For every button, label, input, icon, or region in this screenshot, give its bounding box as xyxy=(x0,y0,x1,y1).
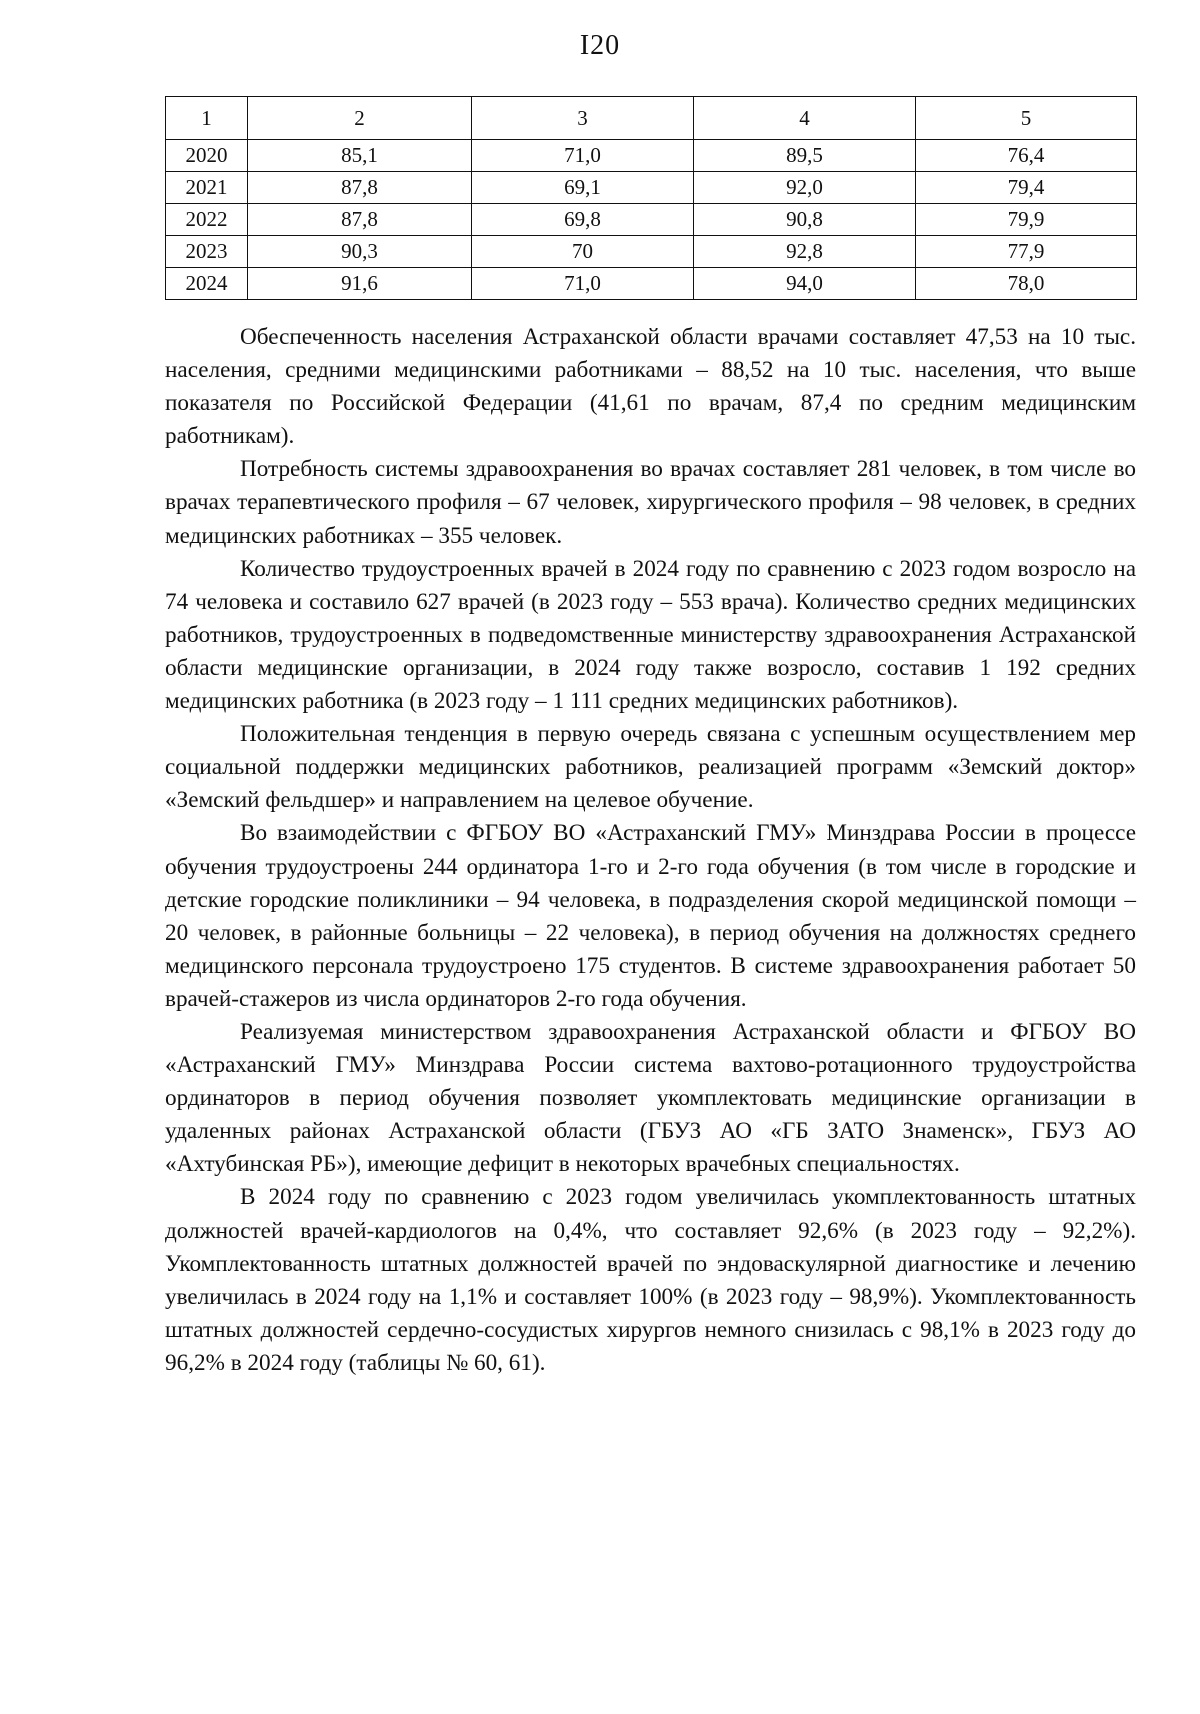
table-cell: 79,4 xyxy=(916,172,1137,204)
table-cell: 92,0 xyxy=(694,172,916,204)
table-cell: 90,3 xyxy=(248,236,472,268)
table-header-cell: 5 xyxy=(916,97,1137,140)
table-cell: 89,5 xyxy=(694,140,916,172)
table-cell: 69,8 xyxy=(472,204,694,236)
table-cell-year: 2023 xyxy=(166,236,248,268)
table-cell: 69,1 xyxy=(472,172,694,204)
table-row xyxy=(166,236,1137,268)
table-cell-year: 2021 xyxy=(166,172,248,204)
paragraph-staffing-ratio: Обеспеченность населения Астраханской области врачами составляет 47,53 на 10 тыс. населения, средними медицинскими работниками – 88,52 на 10 тыс. населения, что выше показателя по Российской Федерации (41,61 по врачам, 87,4 по средним медицинским работникам). xyxy=(165,324,1136,450)
table-row xyxy=(166,268,1137,300)
page-number: I20 xyxy=(579,30,621,61)
paragraph-positive-trend: Положительная тенденция в первую очередь связана с успешным осуществлением мер социальной поддержки медицинских работников, реализацией программ «Земский доктор» «Земский фельдшер» и направлением на целевое обучение. xyxy=(165,721,1136,814)
table-header-cell: 4 xyxy=(694,97,916,140)
table-cell: 91,6 xyxy=(248,268,472,300)
paragraph-demand: Потребность системы здравоохранения во врачах составляет 281 человек, в том числе во врачах терапевтического профиля – 67 человек, хирургического профиля – 98 человек, в средних медицинских работниках – 355 человек. xyxy=(165,456,1136,549)
table-cell: 71,0 xyxy=(472,140,694,172)
table-header-row xyxy=(166,97,1137,140)
table-cell: 78,0 xyxy=(916,268,1137,300)
table-row xyxy=(166,172,1137,204)
table-row xyxy=(166,204,1137,236)
table-cell: 77,9 xyxy=(916,236,1137,268)
table-cell: 79,9 xyxy=(916,204,1137,236)
data-table xyxy=(165,96,1137,300)
table-row xyxy=(166,140,1137,172)
table-cell: 92,8 xyxy=(694,236,916,268)
table-cell: 87,8 xyxy=(248,204,472,236)
table-cell: 85,1 xyxy=(248,140,472,172)
table-cell: 94,0 xyxy=(694,268,916,300)
paragraph-rotation-system: Реализуемая министерством здравоохранения Астраханской области и ФГБОУ ВО «Астраханский ГМУ» Минздрава России система вахтово-ротационного трудоустройства ординаторов в период обучения позволяет укомплектовать медицинские организации в удаленных районах Астраханской области (ГБУЗ АО «ГБ ЗАТО Знаменск», ГБУЗ АО «Ахтубинская РБ»), имеющие дефицит в некоторых врачебных специальностях. xyxy=(165,1018,1136,1178)
table-cell: 90,8 xyxy=(694,204,916,236)
table-cell-year: 2020 xyxy=(166,140,248,172)
paragraph-employed-doctors: Количество трудоустроенных врачей в 2024 году по сравнению с 2023 годом возросло на 74 человека и составило 627 врачей (в 2023 году – 553 врача). Количество средних медицинских работников, трудоустроенных в подведомственные министерству здравоохранения Астраханской области медицинские организации, в 2024 году также возросло, составив 1 192 средних медицинских работника (в 2023 году – 1 111 средних медицинских работников). xyxy=(165,555,1136,715)
table-header-cell: 2 xyxy=(248,97,472,140)
paragraph-cardiology-staffing: В 2024 году по сравнению с 2023 годом увеличилась укомплектованность штатных должностей врачей-кардиологов на 0,4%, что составляет 92,6% (в 2023 году – 92,2%). Укомплектованность штатных должностей врачей по эндоваскулярной диагностике и лечению увеличилась в 2024 году на 1,1% и составляет 100% (в 2023 году – 98,9%). Укомплектованность штатных должностей сердечно-сосудистых хирургов немного снизилась с 98,1% в 2023 году до 96,2% в 2024 году (таблицы № 60, 61). xyxy=(165,1184,1136,1376)
table-cell: 87,8 xyxy=(248,172,472,204)
paragraph-university-cooperation: Во взаимодействии с ФГБОУ ВО «Астраханский ГМУ» Минздрава России в процессе обучения трудоустроены 244 ординатора 1-го и 2-го года обучения (в том числе в городские и детские городские поликлиники – 94 человека, в подразделения скорой медицинской помощи – 20 человек, в районные больницы – 22 человека), в период обучения на должностях среднего медицинского персонала трудоустроено 175 студентов. В системе здравоохранения работает 50 врачей-стажеров из числа ординаторов 2-го года обучения. xyxy=(165,820,1136,1012)
table-header-cell: 1 xyxy=(166,97,248,140)
body-text xyxy=(165,321,1136,1380)
table-cell-year: 2022 xyxy=(166,204,248,236)
table-cell: 76,4 xyxy=(916,140,1137,172)
table-header-cell: 3 xyxy=(472,97,694,140)
table-cell: 71,0 xyxy=(472,268,694,300)
table-cell-year: 2024 xyxy=(166,268,248,300)
table-cell: 70 xyxy=(472,236,694,268)
